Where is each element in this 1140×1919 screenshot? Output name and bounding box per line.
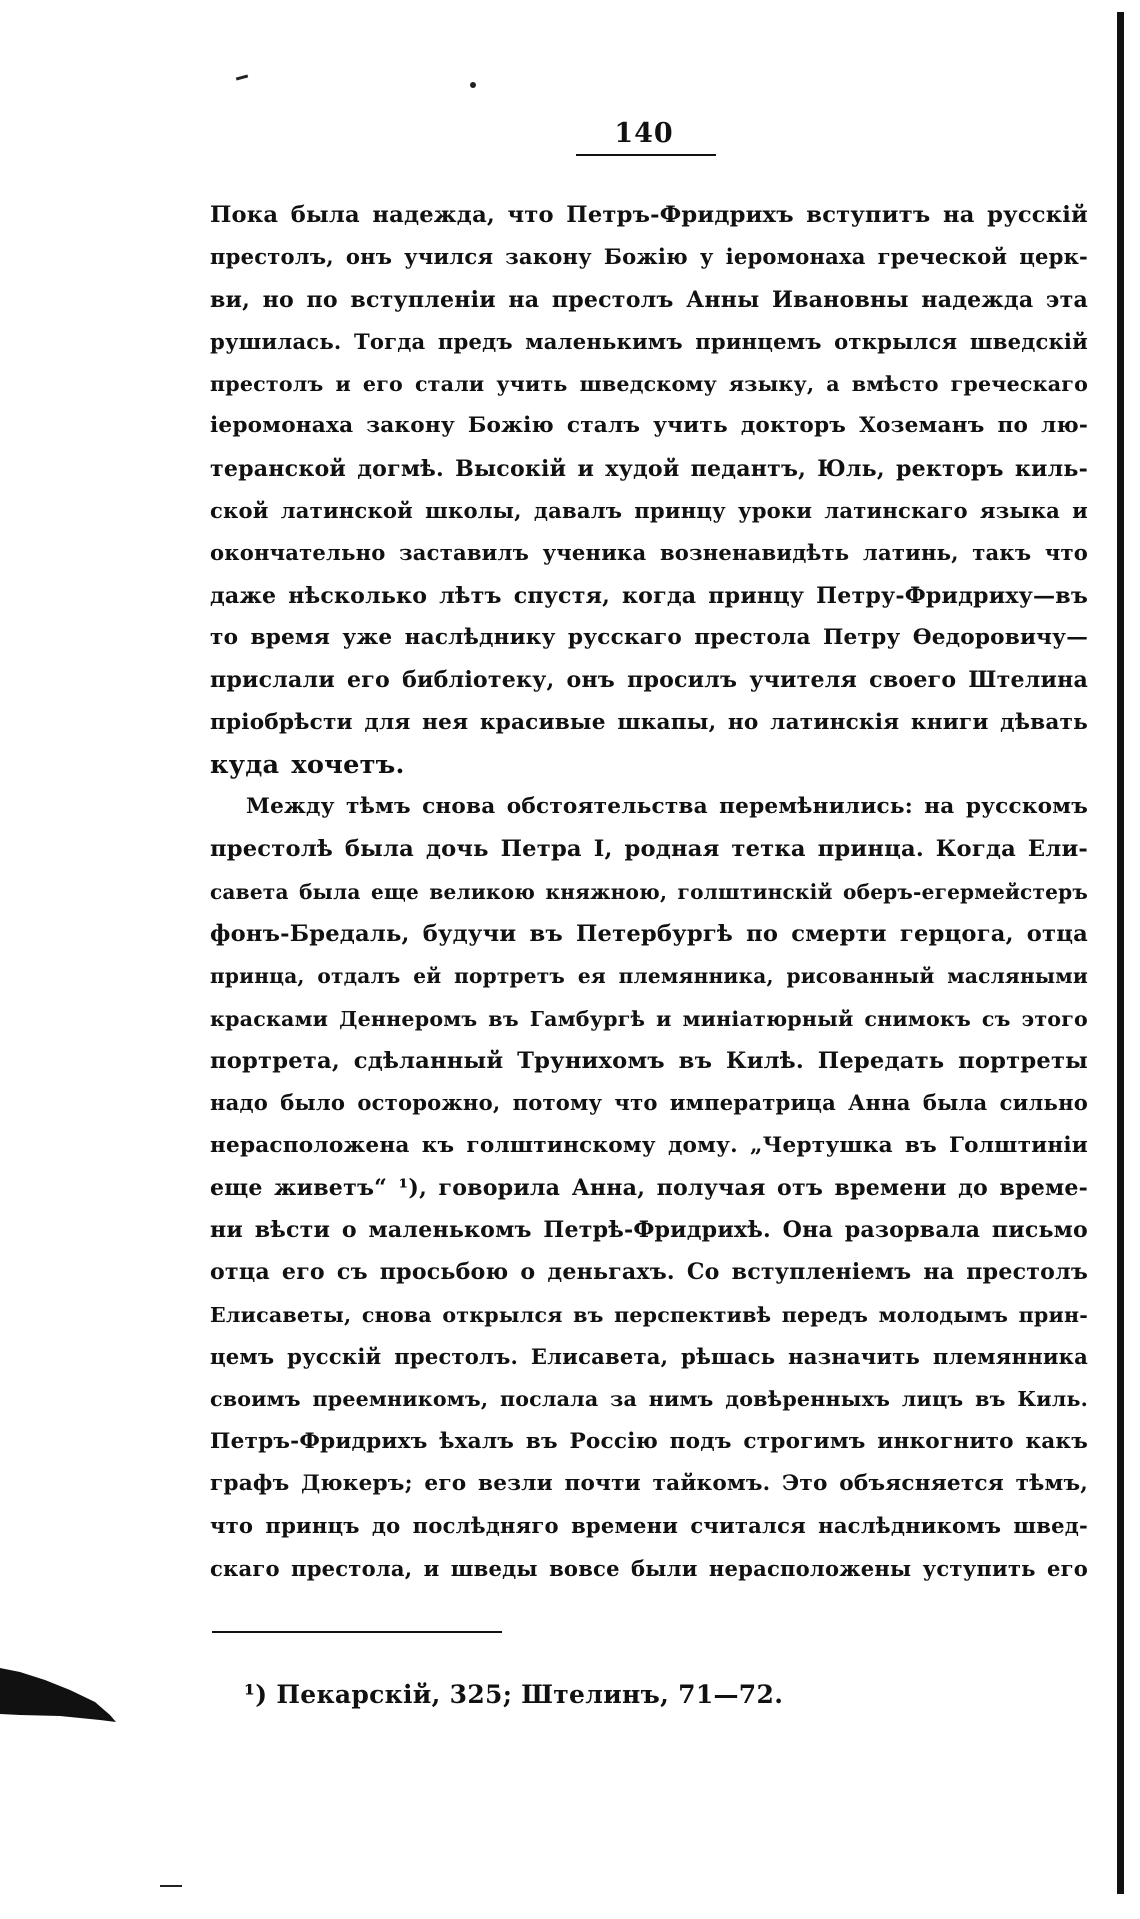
text-line: престолъ и его стали учить шведскому языку, а вмѣсто греческаго — [210, 372, 1088, 397]
text-line: пріобрѣсти для нея красивые шкапы, но латинскія книги дѣвать — [210, 709, 1088, 735]
text-line: престолѣ была дочь Петра I, родная тетка принца. Когда Ели- — [210, 836, 1088, 863]
text-line: еще живетъ“ ¹), говорила Анна, получая отъ времени до време- — [210, 1174, 1088, 1201]
text-line: своимъ преемникомъ, послала за нимъ довѣренныхъ лицъ въ Киль. — [210, 1387, 1088, 1412]
scan-speck — [470, 82, 476, 88]
text-line: что принцъ до послѣдняго времени считался наслѣдникомъ швед- — [210, 1513, 1088, 1539]
text-line: Елисаветы, снова открылся въ перспективѣ передъ молодымъ прин- — [210, 1302, 1088, 1327]
text-line: красками Деннеромъ въ Гамбургѣ и миніатюрный снимокъ съ этого — [210, 1006, 1088, 1031]
text-line: рушилась. Тогда предъ маленькимъ принцемъ открылся шведскій — [210, 328, 1088, 354]
page-binding-edge — [1117, 12, 1124, 1894]
body-text — [210, 194, 1088, 1590]
text-line: нерасположена къ голштинскому дому. „Чертушка въ Голштиніи — [210, 1132, 1088, 1158]
text-line: ни вѣсти о маленькомъ Петрѣ-Фридрихѣ. Она разорвала письмо — [210, 1217, 1088, 1244]
text-line: прислали его библіотеку, онъ просилъ учителя своего Штелина — [210, 667, 1088, 694]
page-number: 140 — [614, 118, 674, 149]
text-line: скаго престола, и шведы вовсе были нерасположены уступить его — [210, 1555, 1088, 1581]
text-line: даже нѣсколько лѣтъ спустя, когда принцу Петру-Фридриху—въ — [210, 582, 1088, 609]
page-number-rule — [576, 154, 716, 156]
text-line: принца, отдалъ ей портретъ ея племянника, рисованный масляными — [210, 964, 1088, 989]
text-line: куда хочетъ. — [210, 749, 405, 780]
text-line: савета была еще великою княжною, голштинскій оберъ-егермейстеръ — [210, 879, 1088, 904]
text-line: Между тѣмъ снова обстоятельства перемѣнились: на русскомъ — [246, 794, 1088, 820]
footnote-rule — [212, 1631, 502, 1633]
text-line: Пока была надежда, что Петръ-Фридрихъ вступитъ на русскій — [210, 202, 1088, 228]
scan-artifact — [0, 1660, 120, 1740]
text-line: теранской догмѣ. Высокій и худой педантъ, Юль, ректоръ киль- — [210, 455, 1088, 482]
scan-speck — [236, 74, 248, 80]
text-line: фонъ-Бредаль, будучи въ Петербургѣ по смерти герцога, отца — [210, 921, 1088, 948]
text-line: цемъ русскій престолъ. Елисавета, рѣшась назначить племянника — [210, 1344, 1088, 1370]
text-line: то время уже наслѣднику русскаго престола Петру Ѳедоровичу— — [210, 624, 1088, 650]
text-line: іеромонаха закону Божію сталъ учить докторъ Хоземанъ по лю- — [210, 413, 1088, 439]
text-line: надо было осторожно, потому что императрица Анна была сильно — [210, 1090, 1088, 1116]
text-line: окончательно заставилъ ученика возненавидѣть латинь, такъ что — [210, 540, 1088, 566]
text-line: Петръ-Фридрихъ ѣхалъ въ Россію подъ строгимъ инкогнито какъ — [210, 1428, 1088, 1454]
text-line: портрета, сдѣланный Трунихомъ въ Килѣ. Передать портреты — [210, 1047, 1088, 1074]
text-line: ви, но по вступленіи на престолъ Анны Ивановны надежда эта — [210, 286, 1088, 313]
footnote: ¹) Пекарскій, 325; Штелинъ, 71—72. — [244, 1680, 784, 1709]
text-line: ской латинской школы, давалъ принцу уроки латинскаго языка и — [210, 498, 1088, 524]
scan-speck — [160, 1885, 182, 1887]
text-line: отца его съ просьбою о деньгахъ. Со вступленіемъ на престолъ — [210, 1259, 1088, 1286]
text-line: графъ Дюкеръ; его везли почти тайкомъ. Это объясняется тѣмъ, — [210, 1470, 1088, 1496]
text-line: престолъ, онъ учился закону Божію у іеромонаха греческой церк- — [210, 244, 1088, 270]
